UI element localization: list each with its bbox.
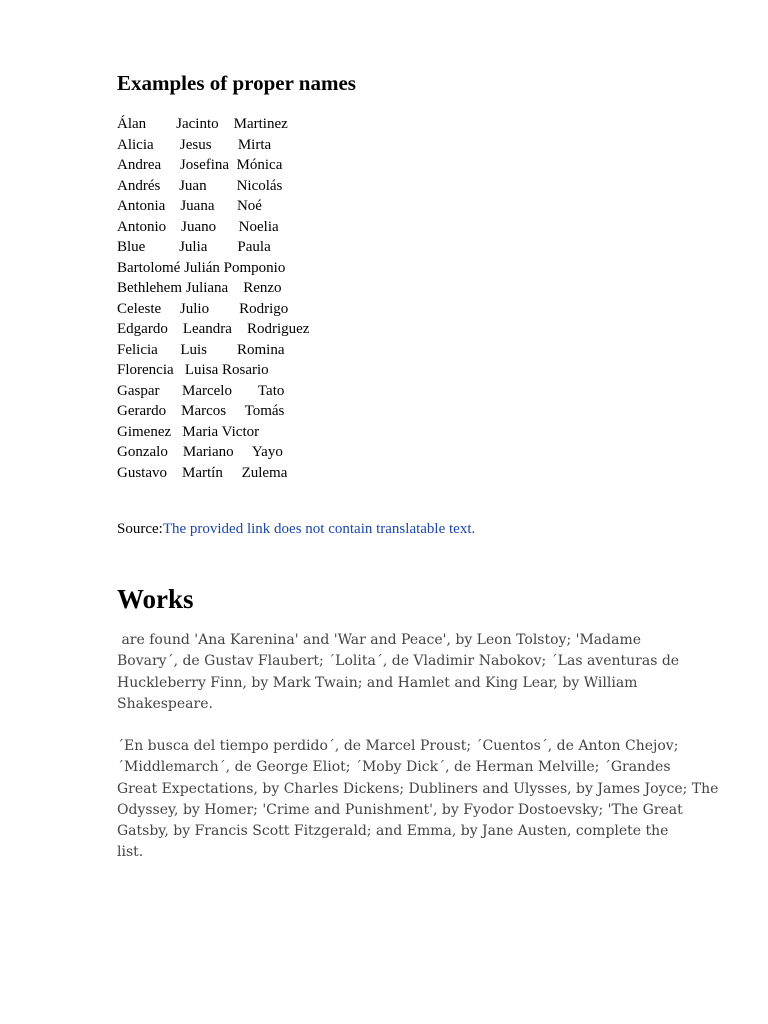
- name-row: Gustavo Martín Zulema: [117, 464, 288, 481]
- name-row: Alicia Jesus Mirta: [117, 136, 272, 153]
- name-row: Gaspar Marcelo Tato: [117, 382, 285, 399]
- source-link[interactable]: The provided link does not contain translatable text.: [162, 521, 476, 537]
- paragraph-line: Shakespeare.: [117, 695, 213, 712]
- name-row: Gimenez Maria Victor: [117, 423, 260, 440]
- paragraph-line: Gatsby, by Francis Scott Fitzgerald; and Emma, by Jane Austen, complete the: [117, 823, 669, 840]
- paragraph-line: ´En busca del tiempo perdido´, de Marcel Proust; ´Cuentos´, de Anton Chejov;: [117, 738, 679, 754]
- works-paragraph-2: [117, 736, 719, 864]
- name-row: Álan Jacinto Martinez: [117, 116, 288, 132]
- names-list: [117, 114, 309, 483]
- name-row: Andrea Josefina Mónica: [117, 157, 283, 173]
- paragraph-line: ´Middlemarch´, de George Eliot; ´Moby Dick´, de Herman Melville; ´Grandes: [117, 759, 671, 776]
- name-row: Celeste Julio Rodrigo: [117, 300, 289, 317]
- name-row: Antonio Juano Noelia: [117, 218, 279, 235]
- name-row: Antonia Juana Noé: [117, 198, 262, 214]
- source-line: [117, 519, 475, 539]
- source-label: Source:: [117, 521, 163, 537]
- paragraph-line: are found 'Ana Karenina' and 'War and Peace', by Leon Tolstoy; 'Madame: [117, 632, 642, 648]
- paragraph-line: Great Expectations, by Charles Dickens; Dubliners and Ulysses, by James Joyce; The: [117, 780, 719, 797]
- paragraph-line: Bovary´, de Gustav Flaubert; ´Lolita´, de Vladimir Nabokov; ´Las aventuras de: [117, 653, 680, 670]
- paragraph-line: list.: [117, 844, 144, 861]
- works-paragraph-1: [117, 630, 680, 715]
- proper-names-heading: Examples of proper names: [117, 71, 356, 95]
- name-row: Gerardo Marcos Tomás: [117, 403, 285, 419]
- name-row: Felicia Luis Romina: [117, 341, 285, 358]
- works-heading: Works: [117, 584, 194, 614]
- paragraph-line: Huckleberry Finn, by Mark Twain; and Hamlet and King Lear, by William: [117, 674, 638, 691]
- name-row: Gonzalo Mariano Yayo: [117, 444, 283, 460]
- name-row: Edgardo Leandra Rodriguez: [117, 321, 310, 337]
- name-row: Bartolomé Julián Pomponio: [117, 259, 286, 276]
- name-row: Andrés Juan Nicolás: [117, 177, 283, 194]
- name-row: Bethlehem Juliana Renzo: [117, 280, 282, 296]
- name-row: Blue Julia Paula: [117, 239, 271, 255]
- name-row: Florencia Luisa Rosario: [117, 362, 269, 378]
- paragraph-line: Odyssey, by Homer; 'Crime and Punishment', by Fyodor Dostoevsky; 'The Great: [117, 801, 683, 818]
